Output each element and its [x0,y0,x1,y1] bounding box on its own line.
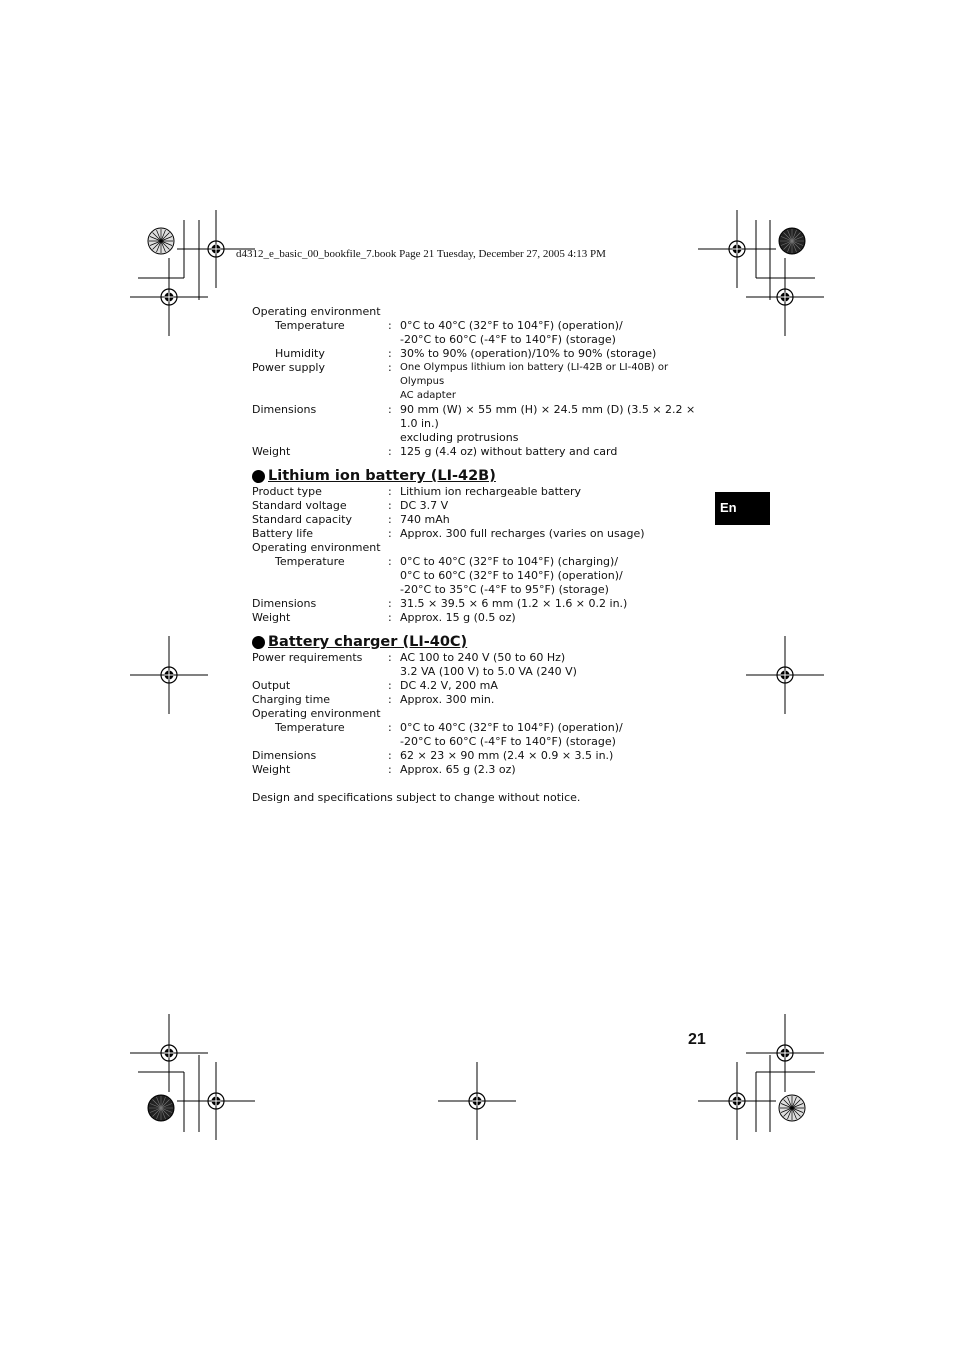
spec-label: Temperature [275,721,345,734]
spec-label: Weight [252,611,291,624]
spec-value: Approx. 300 min. [400,693,495,706]
registration-mark-icon [698,210,776,288]
bullet-icon [252,636,265,649]
spec-value [400,361,712,403]
spec-label: Weight [252,445,291,458]
spec-label: Dimensions [252,597,317,610]
spec-label: Operating environment [252,305,381,318]
registration-mark-icon [746,636,824,714]
spec-value: 31.5 × 39.5 × 6 mm (1.2 × 1.6 × 0.2 in.) [400,597,628,610]
spec-value [400,721,712,749]
spec-row [252,445,712,459]
spec-colon: : [388,679,392,692]
spec-colon: : [388,319,392,332]
spec-value: Lithium ion rechargeable battery [400,485,582,498]
spec-colon: : [388,611,392,624]
spec-row [252,763,712,777]
bullet-icon [252,470,265,483]
spec-value-line: 3.2 VA (100 V) to 5.0 VA (240 V) [400,665,577,678]
spec-value: 62 × 23 × 90 mm (2.4 × 0.9 × 3.5 in.) [400,749,614,762]
spec-row [252,499,712,513]
spec-label: Standard voltage [252,499,347,512]
spec-colon: : [388,597,392,610]
starburst-icon [779,228,805,254]
registration-mark-icon [177,1062,255,1140]
starburst-icon [148,1095,174,1121]
spec-row [252,361,712,403]
spec-value [400,403,712,445]
spec-row [252,651,712,679]
registration-mark-icon [438,1062,516,1140]
footnote: Design and specifications subject to change without notice. [252,791,581,804]
spec-row [252,749,712,763]
spec-row [252,403,712,445]
spec-row [252,513,712,527]
spec-colon: : [388,445,392,458]
registration-mark-icon [130,258,208,336]
spec-value-line: 0°C to 40°C (32°F to 104°F) (operation)/ [400,319,623,332]
spec-row [252,305,712,319]
spec-label: Output [252,679,291,692]
registration-mark-icon [130,636,208,714]
page-number: 21 [688,1031,706,1048]
spec-value: 740 mAh [400,513,450,526]
spec-label: Operating environment [252,541,381,554]
spec-colon: : [388,693,392,706]
spec-row [252,485,712,499]
spec-value [400,555,712,597]
registration-mark-icon [746,258,824,336]
section-title: Battery charger (LI-40C) [268,634,468,650]
spec-value-line: excluding protrusions [400,431,519,444]
spec-colon: : [388,361,392,374]
spec-label: Humidity [275,347,325,360]
specifications [252,305,712,805]
spec-row [252,541,712,555]
spec-value: Approx. 300 full recharges (varies on usage) [400,527,645,540]
spec-label: Dimensions [252,403,317,416]
spec-value-line: -20°C to 60°C (-4°F to 140°F) (storage) [400,735,616,748]
spec-value: Approx. 15 g (0.5 oz) [400,611,516,624]
spec-value-line: AC 100 to 240 V (50 to 60 Hz) [400,651,566,664]
spec-row [252,597,712,611]
spec-value-line: AC adapter [400,390,456,401]
spec-value: DC 3.7 V [400,499,449,512]
starburst-icon [779,1095,805,1121]
spec-value [400,319,712,347]
spec-label: Temperature [275,319,345,332]
spec-value-line: 0°C to 60°C (32°F to 140°F) (operation)/ [400,569,623,582]
spec-value-line: 90 mm (W) × 55 mm (H) × 24.5 mm (D) (3.5 × 2.2 × 1.0 in.) [400,403,696,430]
spec-value: DC 4.2 V, 200 mA [400,679,498,692]
spec-value: Approx. 65 g (2.3 oz) [400,763,516,776]
spec-label: Dimensions [252,749,317,762]
spec-label: Charging time [252,693,331,706]
spec-row [252,611,712,625]
spec-value-line: -20°C to 35°C (-4°F to 95°F) (storage) [400,583,609,596]
spec-label: Power supply [252,361,325,374]
spec-label: Power requirements [252,651,363,664]
registration-mark-icon [130,1014,208,1092]
spec-colon: : [388,485,392,498]
spec-colon: : [388,499,392,512]
spec-colon: : [388,555,392,568]
spec-value-line: 0°C to 40°C (32°F to 104°F) (charging)/ [400,555,619,568]
spec-row [252,721,712,749]
spec-row [252,679,712,693]
spec-value-line: -20°C to 60°C (-4°F to 140°F) (storage) [400,333,616,346]
spec-label: Operating environment [252,707,381,720]
spec-row [252,555,712,597]
spec-colon: : [388,721,392,734]
spec-value-line: One Olympus lithium ion battery (LI-42B or LI-40B) or Olympus [400,362,669,387]
spec-label: Battery life [252,527,313,540]
spec-value [400,651,712,679]
spec-label: Standard capacity [252,513,352,526]
spec-colon: : [388,651,392,664]
spec-colon: : [388,513,392,526]
starburst-icon [148,228,174,254]
spec-label: Weight [252,763,291,776]
spec-value: 30% to 90% (operation)/10% to 90% (storage) [400,347,657,360]
spec-row [252,319,712,347]
section-heading-charger [252,633,712,651]
registration-mark-icon [698,1062,776,1140]
spec-colon: : [388,527,392,540]
spec-value: 125 g (4.4 oz) without battery and card [400,445,618,458]
spec-row [252,527,712,541]
spec-colon: : [388,749,392,762]
section-title: Lithium ion battery (LI-42B) [268,468,496,484]
registration-mark-icon [746,1014,824,1092]
spec-value-line: 0°C to 40°C (32°F to 104°F) (operation)/ [400,721,623,734]
spec-colon: : [388,347,392,360]
spec-label: Temperature [275,555,345,568]
spec-label: Product type [252,485,322,498]
section-heading-battery [252,467,712,485]
print-header: d4312_e_basic_00_bookfile_7.book Page 21 Tuesday, December 27, 2005 4:13 PM [236,248,606,260]
spec-row [252,693,712,707]
spec-row [252,707,712,721]
spec-row [252,347,712,361]
spec-colon: : [388,763,392,776]
language-tab: En [715,492,770,525]
spec-colon: : [388,403,392,416]
